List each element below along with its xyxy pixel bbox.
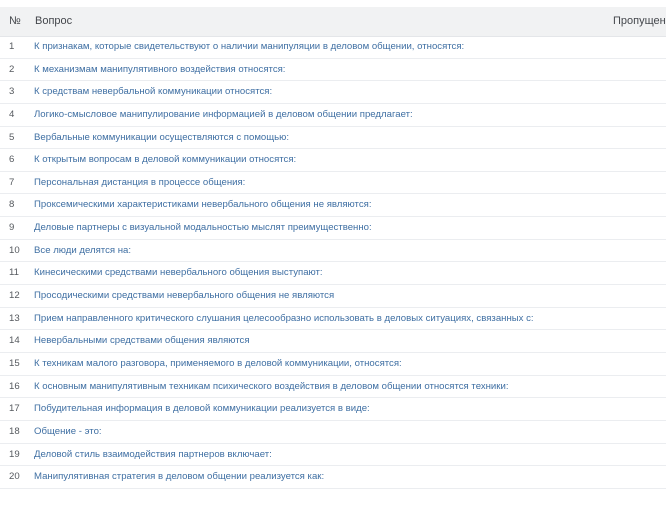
table-row (0, 104, 666, 127)
row-number: 2 (9, 63, 15, 75)
table-body (0, 36, 666, 489)
question-link[interactable]: Деловые партнеры с визуальной модальностью мыслят преимущественно: (34, 222, 372, 234)
table-row (0, 36, 666, 59)
table-row (0, 172, 666, 195)
question-link[interactable]: К основным манипулятивным техникам психического воздействия в деловом общении относятся техники: (34, 380, 509, 392)
row-number: 5 (9, 131, 15, 143)
table-row (0, 59, 666, 82)
question-link[interactable]: К открытым вопросам в деловой коммуникации относятся: (34, 154, 297, 166)
table-row (0, 376, 666, 399)
row-number: 8 (9, 199, 15, 211)
question-link[interactable]: Общение - это: (34, 425, 102, 437)
header-num: № (9, 15, 21, 27)
question-link[interactable]: Просодическими средствами невербального общения не являются (34, 290, 335, 302)
row-number: 4 (9, 108, 15, 120)
question-link[interactable]: Побудительная информация в деловой коммуникации реализуется в виде: (34, 403, 370, 415)
question-link[interactable]: К признакам, которые свидетельствуют о наличии манипуляции в деловом общении, относятся: (34, 41, 465, 52)
table-row (0, 353, 666, 376)
row-number: 16 (9, 380, 20, 392)
row-number: 13 (9, 312, 20, 324)
header-question: Вопрос (35, 15, 73, 27)
question-link[interactable]: Манипулятивная стратегия в деловом общении реализуется как: (34, 471, 325, 483)
question-link[interactable]: Персональная дистанция в процессе общения: (34, 176, 246, 188)
row-number: 15 (9, 357, 20, 369)
question-link[interactable]: К техникам малого разговора, применяемого в деловой коммуникации, относятся: (34, 357, 402, 369)
table-row (0, 194, 666, 217)
row-number: 6 (9, 154, 15, 166)
question-link[interactable]: Деловой стиль взаимодействия партнеров включает: (34, 448, 272, 460)
table-row (0, 262, 666, 285)
table-row (0, 466, 666, 489)
table-row (0, 421, 666, 444)
question-link[interactable]: Логико-смысловое манипулирование информацией в деловом общении предлагает: (34, 108, 413, 120)
table-row (0, 127, 666, 150)
question-link[interactable]: Невербальными средствами общения являются (34, 335, 250, 347)
question-link[interactable]: Кинесическими средствами невербального общения выступают: (34, 267, 323, 279)
question-link[interactable]: К средствам невербальной коммуникации относятся: (34, 86, 273, 98)
row-number: 12 (9, 290, 20, 302)
table-row (0, 444, 666, 467)
row-number: 20 (9, 471, 20, 483)
table-row (0, 217, 666, 240)
row-number: 9 (9, 222, 15, 234)
row-number: 19 (9, 448, 20, 460)
row-number: 14 (9, 335, 20, 347)
table-row (0, 285, 666, 308)
question-link[interactable]: Все люди делятся на: (34, 244, 132, 256)
table-header (0, 7, 666, 37)
question-link[interactable]: К механизмам манипулятивного воздействия относятся: (34, 63, 286, 75)
question-link[interactable]: Вербальные коммуникации осуществляются с помощью: (34, 131, 290, 143)
question-link[interactable]: Прием направленного критического слушания целесообразно использовать в деловых ситуациях, связанных с: (34, 312, 534, 324)
table-row (0, 81, 666, 104)
header-skipped: Пропущен (613, 15, 666, 27)
row-number: 7 (9, 176, 15, 188)
row-number: 11 (9, 267, 19, 279)
table-row (0, 149, 666, 172)
row-number: 10 (9, 244, 20, 256)
row-number: 17 (9, 403, 20, 415)
table-row (0, 330, 666, 353)
row-number: 3 (9, 86, 15, 98)
table-row (0, 398, 666, 421)
table-row (0, 308, 666, 331)
question-link[interactable]: Проксемическими характеристиками невербального общения не являются: (34, 199, 372, 211)
table-row (0, 240, 666, 263)
row-number: 18 (9, 425, 20, 437)
row-number: 1 (9, 41, 15, 52)
